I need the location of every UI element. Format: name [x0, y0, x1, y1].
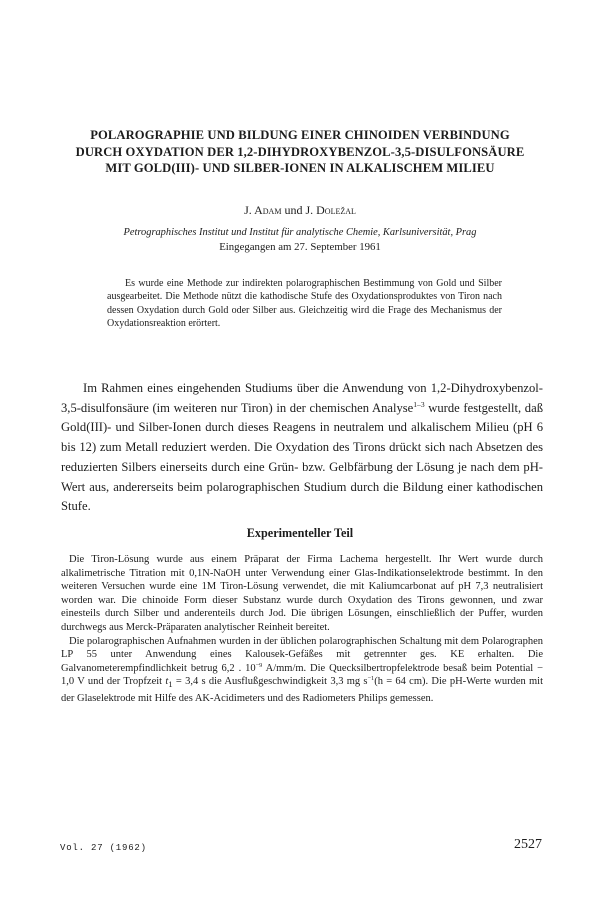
paragraph-1: Die Tiron-Lösung wurde aus einem Präparat der Firma Lachema hergestellt. Ihr Wert wurde durch alkalimetrische Titration mit 0,1N-NaOH unter Verwendung einer Glas-Indikationselektrode bestimmt. In den weiteren Versuchen wurde eine 1M Tiron-Lösung verwendet, die mit Kaliumcarbonat auf pH 7,3 neutralisiert worden war. Die chinoide Form dieser Substanz wurde durch Oxydation des Tirons gewonnen, und zwar einesteils durch Silber und anderenteils durch Jod. Die übrigen Lösungen, einschließlich der Puffer, wurden durchwegs aus Merck-Präparaten analytischer Reinheit bereitet.	[61, 554, 543, 633]
title-line-1: POLAROGRAPHIE UND BILDUNG EINER CHINOIDEN VERBINDUNG	[90, 128, 510, 142]
paragraph-2: Die polarographischen Aufnahmen wurden in der üblichen polarographischen Schaltung mit dem Polarographen LP 55 unter Anwendung eines Kalousek-Gefäßes mit getrennter ges. KE erhalten. Die Galvanometerempfindlichkeit betrug 6,2 . $10^{-9}$ A/mm/m. Die Quecksilbertropfelektrode besaß beim Potential − 1,0 V und der Tropfzeit $t_1 = 3,4$ s die Ausflußgeschwindigkeit 3,3 mg $s^{-1}(h = 64$ cm). Die pH-Werte wurden mit der Glaselektrode mit Hilfe des AK-Acidimeters und des Radiometers Philips gemessen.	[61, 635, 544, 705]
title-line-3: MIT GOLD(III)- UND SILBER-IONEN IN ALKALISCHEM MILIEU	[105, 161, 495, 175]
abstract: Es wurde eine Methode zur indirekten polarographischen Bestimmung von Gold und Silber ausgearbeitet. Die Methode nützt die kathodische Stufe des Oxydationsproduktes von Tiron nach dessen Oxydation durch Gold oder Silber aus. Gleichzeitig wird die Frage des Mechanismus der Oxydationsreaktion erörtert.	[107, 278, 502, 329]
author-1: J. Adam	[244, 203, 282, 217]
introduction-paragraph	[61, 379, 543, 517]
section-heading: Experimenteller Teil	[246, 526, 354, 540]
author-2: J. Doležal	[305, 203, 356, 217]
author-line	[0, 203, 600, 217]
received-date: Eingegangen am 27. September 1961	[219, 241, 381, 253]
intro-text-a: Im Rahmen eines eingehenden Studiums über die Anwendung von 1,2-Dihydroxybenzol-3,5-disulfonsäure (im weiteren nur Tiron) in der chemischen Analyse	[61, 381, 543, 415]
experimental-text	[61, 553, 543, 706]
affiliation: Petrographisches Institut und Institut für analytische Chemie, Karlsuniversität, Prag	[123, 227, 477, 238]
reference-marker: 1–3	[413, 399, 425, 409]
volume-info: Vol. 27 (1962)	[60, 843, 147, 853]
page-number: 2527	[514, 837, 542, 852]
author-joiner: und	[281, 203, 306, 217]
title-line-2: DURCH OXYDATION DER 1,2-DIHYDROXYBENZOL-3,5-DISULFONSÄURE	[75, 144, 525, 159]
article-title	[40, 127, 560, 177]
intro-text-b: wurde festgestellt, daß Gold(III)- und Silber-Ionen durch dieses Reagens in neutralem und alkalischem Milieu (pH 6 bis 12) zum Metall reduziert werden. Die Oxydation des Tirons drückt sich nach Absetzen des reduzierten Silbers einerseits durch eine Grün- bzw. Gelbfärbung der Lösung je nach dem pH-Wert aus, andererseits beim polarographischen Studium durch die Bildung einer kathodischen Stufe.	[61, 400, 543, 514]
